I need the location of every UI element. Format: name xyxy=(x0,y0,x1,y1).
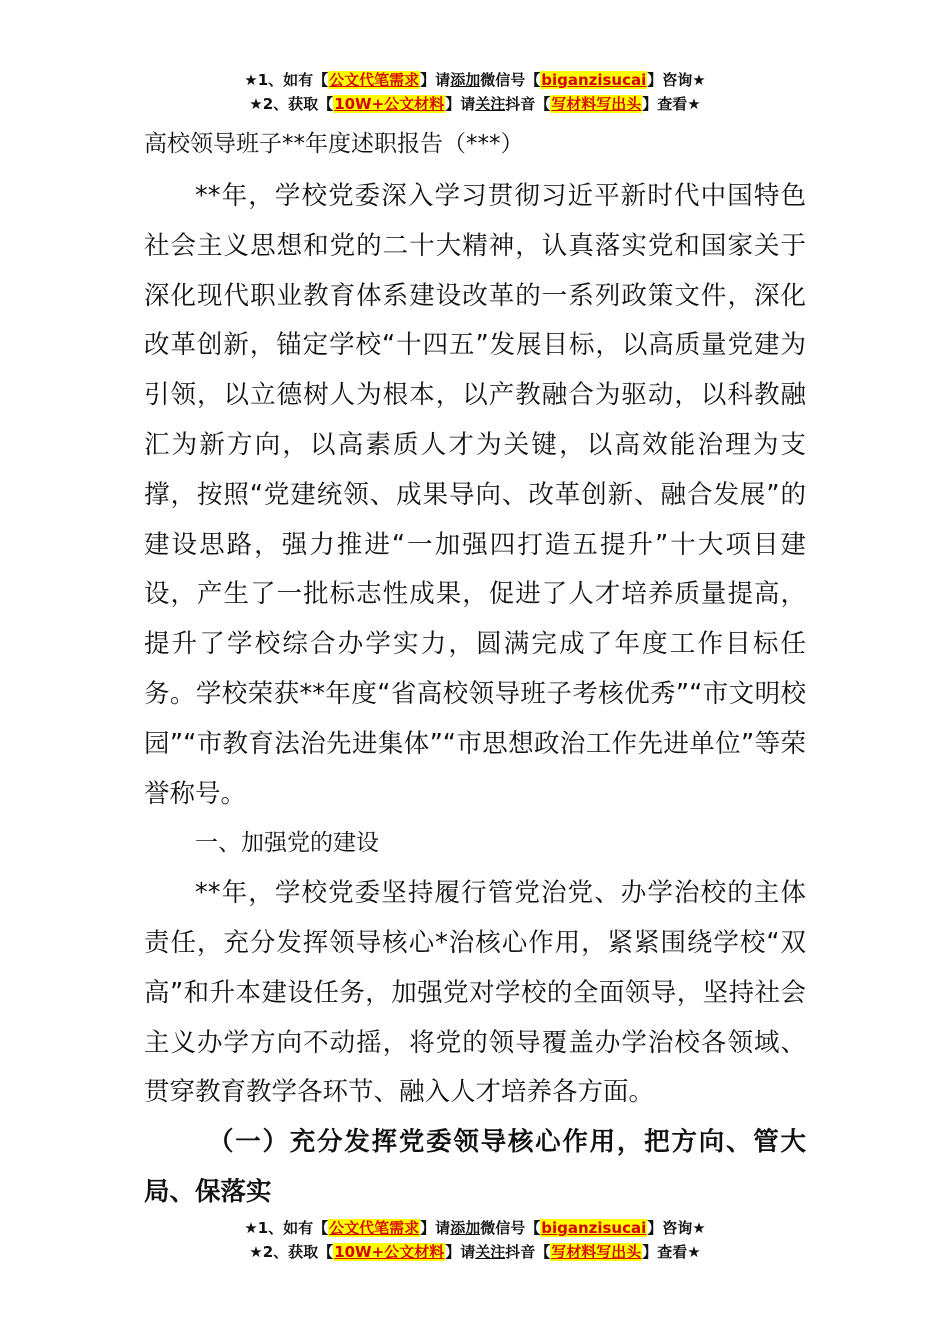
promo-underlined-text: 添加 xyxy=(450,1219,481,1237)
promo-line-1 xyxy=(0,1216,950,1240)
promo-underlined-text: 添加 xyxy=(450,71,481,89)
promo-text: 】请 xyxy=(445,95,476,113)
footer-promo-banner xyxy=(0,1216,950,1264)
paragraph-section-intro: **年，学校党委坚持履行管党治党、办学治校的主体责任，充分发挥领导核心*治核心作用，紧紧围绕学校“双高”和升本建设任务，加强党对学校的全面领导，坚持社会主义办学方向不动摇，将党的领导覆盖办学治校各领域、贯穿教育教学各环节、融入人才培养各方面。 xyxy=(144,878,806,1108)
document-body xyxy=(144,122,806,1218)
header-promo-banner xyxy=(0,68,950,116)
promo-text: 抖音【 xyxy=(505,1243,551,1261)
promo-text: 微信号【 xyxy=(480,1219,541,1237)
promo-text: 】查看★ xyxy=(642,1243,701,1261)
promo-highlight-wechat-id: biganzisucai xyxy=(541,1219,647,1237)
promo-text: 抖音【 xyxy=(505,95,551,113)
document-title: 高校领导班子**年度述职报告（***） xyxy=(144,131,524,157)
promo-text: 微信号【 xyxy=(480,71,541,89)
promo-highlight-service: 公文代笔需求 xyxy=(329,1219,420,1237)
paragraph-intro: **年，学校党委深入学习贯彻习近平新时代中国特色社会主义思想和党的二十大精神，认真落实党和国家关于深化现代职业教育体系建设改革的一系列政策文件，深化改革创新，锚定学校“十四五”发展目标，以高质量党建为引领，以立德树人为根本，以产教融合为驱动，以科教融汇为新方向，以高素质人才为关键，以高效能治理为支撑，按照“党建统领、成果导向、改革创新、融合发展”的建设思路，强力推进“一加强四打造五提升”十大项目建设，产生了一批标志性成果，促进了人才培养质量提高，提升了学校综合办学实力，圆满完成了年度工作目标任务。学校荣获**年度“省高校领导班子考核优秀”“市文明校园”“市教育法治先进集体”“市思想政治工作先进单位”等荣誉称号。 xyxy=(144,181,806,809)
promo-highlight-materials: 10W+公文材料 xyxy=(334,95,445,113)
promo-underlined-text: 关注 xyxy=(475,1243,506,1261)
promo-highlight-service: 公文代笔需求 xyxy=(329,71,420,89)
promo-highlight-douyin-id: 写材料写出头 xyxy=(551,1243,642,1261)
promo-text: ★1、如有【 xyxy=(244,71,329,89)
section-heading: 一、加强党的建设 xyxy=(195,830,379,857)
promo-line-2 xyxy=(0,92,950,116)
promo-text: 】咨询★ xyxy=(647,71,706,89)
promo-underlined-text: 关注 xyxy=(475,95,506,113)
promo-highlight-wechat-id: biganzisucai xyxy=(541,71,647,89)
promo-highlight-materials: 10W+公文材料 xyxy=(334,1243,445,1261)
promo-text: 】请 xyxy=(445,1243,476,1261)
promo-line-2 xyxy=(0,1240,950,1264)
promo-text: ★2、获取【 xyxy=(249,95,334,113)
promo-line-1 xyxy=(0,68,950,92)
promo-highlight-douyin-id: 写材料写出头 xyxy=(551,95,642,113)
promo-text: 】请 xyxy=(420,71,451,89)
promo-text: 】请 xyxy=(420,1219,451,1237)
promo-text: ★2、获取【 xyxy=(249,1243,334,1261)
promo-text: 】咨询★ xyxy=(647,1219,706,1237)
promo-text: 】查看★ xyxy=(642,95,701,113)
subsection-heading: （一）充分发挥党委领导核心作用，把方向、管大局、保落实 xyxy=(144,1127,806,1207)
promo-text: ★1、如有【 xyxy=(244,1219,329,1237)
